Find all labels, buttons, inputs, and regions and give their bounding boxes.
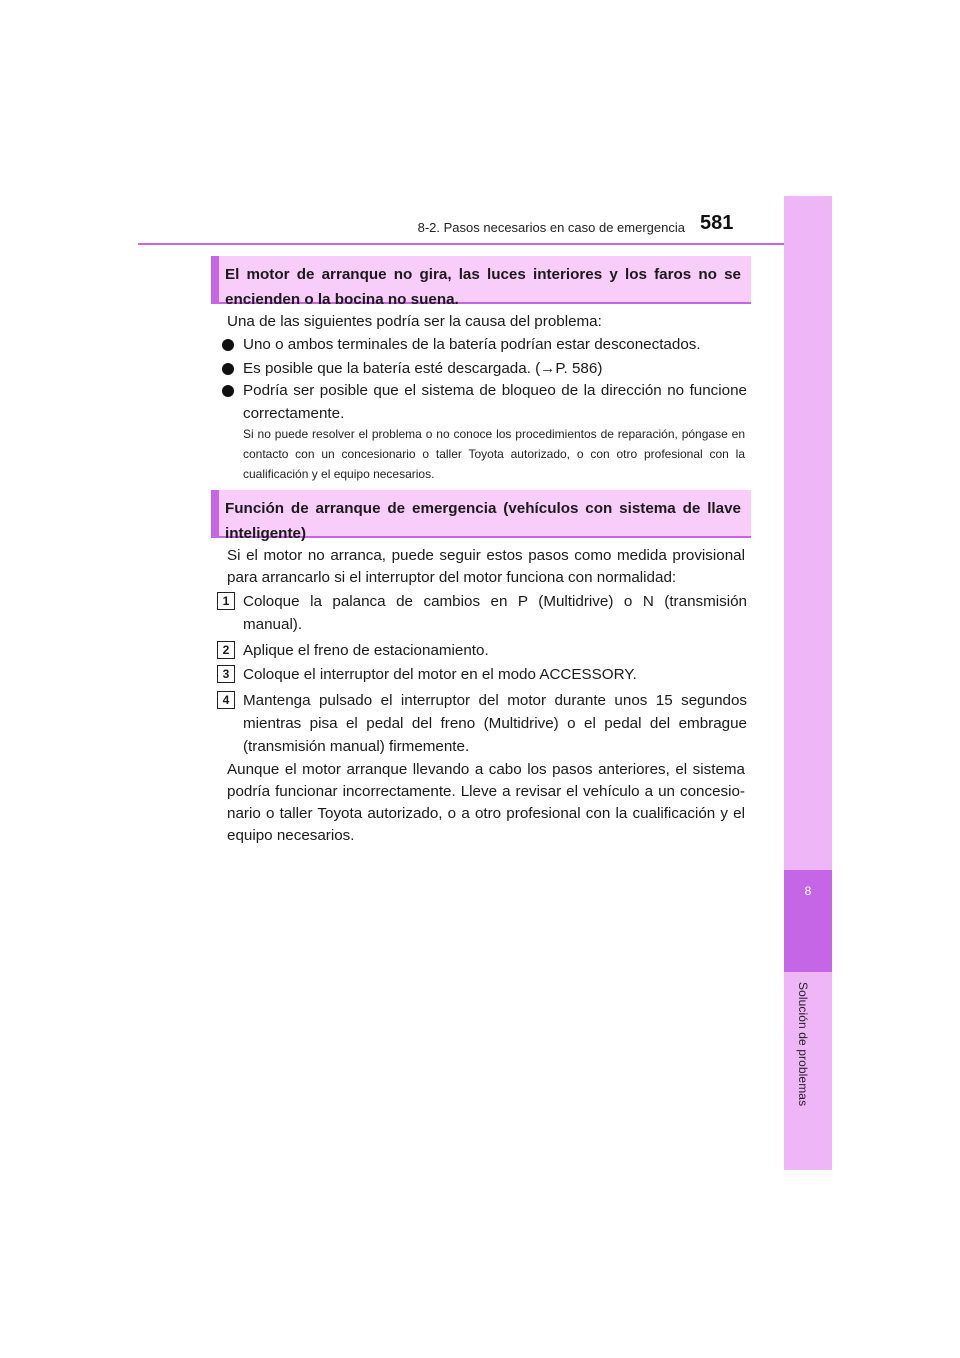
section-heading-no-crank: El motor de arranque no gira, las luces interiores y los faros no se encienden o la bocina no suena.: [211, 256, 751, 304]
header-divider: [138, 243, 832, 245]
step-text: Coloque el interruptor del motor en el modo ACCESSORY.: [243, 666, 637, 683]
section1-note: Si no puede resolver el problema o no conoce los procedimientos de reparación, póngase en contacto con un concesionario o taller Toyota autorizado, o con otro profesional con la cualificación y el equipo necesarios.: [243, 427, 745, 481]
bullet-icon: [222, 385, 234, 397]
page-number: 581: [700, 212, 734, 234]
step-item: [217, 639, 747, 662]
section-heading-emergency-start: Función de arranque de emergencia (vehículos con sistema de llave inteligente): [211, 490, 751, 538]
step-text: Aplique el freno de estacionamiento.: [243, 642, 489, 659]
section2-intro: Si el motor no arranca, puede seguir estos pasos como medida provisional para arrancarlo si el interruptor del motor funciona con normalidad:: [227, 547, 745, 586]
bullet-icon: [222, 339, 234, 351]
chapter-title: Solución de problemas: [796, 982, 810, 1107]
section-title: 8-2. Pasos necesarios en caso de emergencia: [417, 220, 685, 235]
list-item: Uno o ambos terminales de la batería podrían estar desconectados.: [222, 333, 747, 356]
step-number: 2: [217, 641, 235, 659]
chapter-number: 8: [804, 884, 812, 898]
step-number: 1: [217, 592, 235, 610]
list-item: Es posible que la batería esté descargada. (→P. 586): [222, 357, 747, 380]
list-item: Podría ser posible que el sistema de bloqueo de la dirección no funcione correctamente.: [222, 379, 747, 425]
step-number: 3: [217, 665, 235, 683]
step-text: Mantenga pulsado el interruptor del motor durante unos 15 segundos mientras pisa el pedal del freno (Multidrive) o el pedal del embrague (transmisión manual) firmemente.: [243, 692, 747, 755]
step-number: 4: [217, 691, 235, 709]
step-item: [217, 689, 747, 758]
step-text: Coloque la palanca de cambios en P (Multidrive) o N (transmisión manual).: [243, 593, 747, 633]
section2-closing: Aunque el motor arranque llevando a cabo los pasos anteriores, el sistema podría funcionar incorrectamente. Lleve a revisar el vehículo a un concesio-nario o taller Toyota autorizado, o a otro profesional con la cualificación y el equipo necesarios.: [227, 761, 745, 844]
bullet-icon: [222, 363, 234, 375]
step-item: [217, 663, 747, 686]
step-item: [217, 590, 747, 636]
section1-intro: Una de las siguientes podría ser la causa del problema:: [227, 313, 602, 330]
